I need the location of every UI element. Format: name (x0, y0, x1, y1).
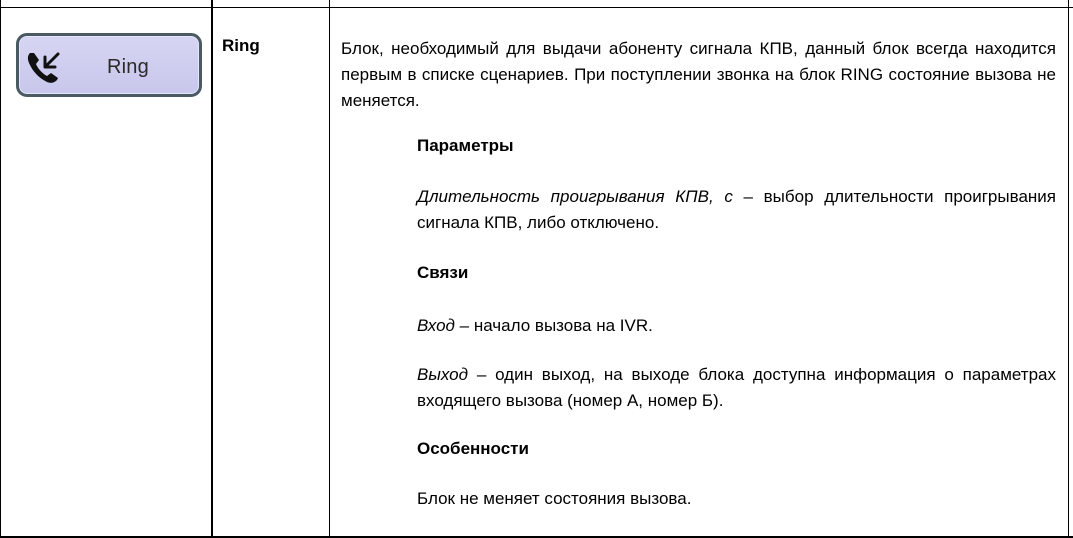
table-top-border (0, 7, 1073, 8)
table-left-border (0, 0, 1, 538)
links-heading: Связи (417, 263, 469, 282)
link-output (417, 362, 1056, 414)
ring-block-button (16, 33, 202, 97)
link-output-name: Выход (417, 365, 469, 384)
link-input-text: – начало вызова на IVR. (454, 316, 653, 335)
ring-block-label: Ring (107, 56, 149, 78)
block-name: Ring (222, 36, 260, 55)
block-description: Блок, необходимый для выдачи абоненту сигнала КПВ, данный блок всегда находится первым в списке сценариев. При поступлении звонка на блок RING состояние вызова не меняется. (341, 39, 1056, 110)
column-divider-1 (211, 0, 213, 538)
features-heading: Особенности (417, 439, 529, 458)
incoming-call-icon (26, 50, 62, 84)
features-text: Блок не меняет состояния вызова. (417, 489, 692, 508)
param-duration-text: – выбор длительности проигрывания сигнала КПВ, либо отключено. (417, 187, 1056, 232)
table-right-border (1068, 0, 1069, 538)
link-input (417, 313, 1056, 339)
param-duration-name: Длительность проигрывания КПВ, с (417, 187, 733, 206)
link-output-text: – один выход, на выходе блока доступна информация о параметрах входящего вызова (номер А, номер Б). (417, 365, 1056, 410)
param-duration (417, 184, 1056, 236)
params-heading: Параметры (417, 136, 514, 155)
link-input-name: Вход (417, 316, 455, 335)
column-divider-2 (329, 0, 330, 538)
